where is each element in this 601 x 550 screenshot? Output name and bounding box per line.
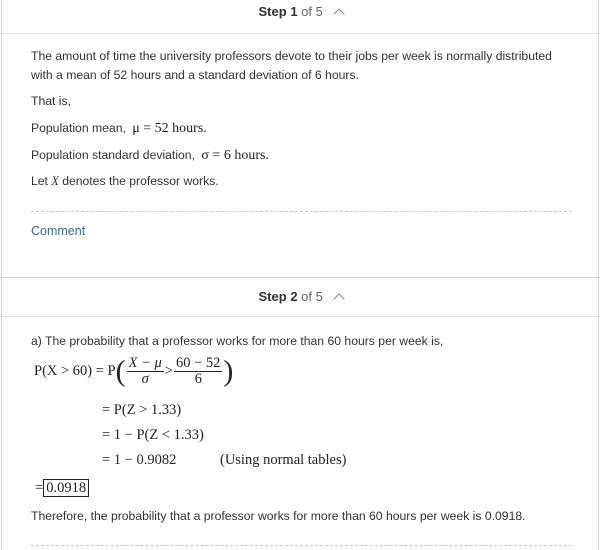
fraction-z-numerator: X − μ (128, 355, 162, 371)
solution-panel (1, 0, 599, 550)
step-1-dashed-divider (31, 211, 572, 212)
let-suffix: denotes the professor works. (62, 174, 219, 188)
chevron-up-icon[interactable] (334, 8, 345, 19)
fraction-z-denominator: σ (141, 371, 149, 387)
step-2-of-total: of 5 (301, 289, 323, 304)
step-1-number: 1 (290, 4, 298, 19)
step-1-intro-line-2: with a mean of 52 hours and a standard deviation of 6 hours. (31, 68, 359, 82)
let-variable: X (51, 174, 59, 188)
step-1-let-line (31, 172, 219, 191)
fraction-value-denominator: 6 (194, 371, 202, 387)
result-line (35, 480, 89, 497)
fraction-value-numerator: 60 − 52 (175, 355, 221, 371)
let-prefix: Let (31, 174, 48, 188)
greater-than-sign: > (164, 362, 173, 379)
step-1-of-total: of 5 (301, 4, 323, 19)
step-1-mean-line (31, 119, 207, 138)
step-2-number: 2 (290, 289, 298, 304)
step-2-header[interactable] (2, 289, 600, 304)
step-1-intro-line-1: The amount of time the university professors devote to their jobs per week is normally distributed (31, 49, 552, 63)
sd-label: Population standard deviation, (31, 148, 195, 162)
mean-expression: μ = 52 hours. (132, 121, 207, 136)
step-2-header-divider (2, 316, 600, 317)
result-equals: = (35, 480, 44, 496)
fraction-value (174, 356, 222, 387)
eq4-note: (Using normal tables) (219, 452, 347, 468)
step-2-dashed-divider (31, 545, 572, 546)
right-paren: ) (223, 354, 234, 388)
step-2-label: Step (258, 289, 287, 304)
step-1-header[interactable] (2, 4, 600, 19)
sd-expression: σ = 6 hours. (201, 148, 269, 163)
equation-line-1 (34, 356, 233, 387)
step-separator (2, 277, 600, 278)
equation-line-4 (102, 452, 346, 469)
mean-label: Population mean, (31, 121, 126, 135)
chevron-up-icon[interactable] (334, 293, 345, 304)
comment-link[interactable]: Comment (31, 224, 86, 238)
step-1-that-is: That is, (31, 94, 71, 108)
left-paren: ( (115, 354, 126, 388)
result-box: 0.0918 (43, 479, 89, 497)
eq4-value: = 1 − 0.9082 (102, 452, 177, 468)
step-2-question: a) The probability that a professor works for more than 60 hours per week is, (31, 334, 444, 348)
step-2-conclusion: Therefore, the probability that a professor works for more than 60 hours per week is 0.0918. (31, 509, 526, 523)
step-1-header-divider (2, 33, 600, 34)
step-1-label: Step (258, 4, 287, 19)
step-1-sd-line (31, 146, 269, 165)
fraction-z (127, 356, 164, 387)
equation-line-2: = P(Z > 1.33) (102, 402, 182, 418)
equation-line-3: = 1 − P(Z < 1.33) (102, 427, 204, 443)
eq1-lhs: P(X > 60) = P (34, 362, 116, 379)
